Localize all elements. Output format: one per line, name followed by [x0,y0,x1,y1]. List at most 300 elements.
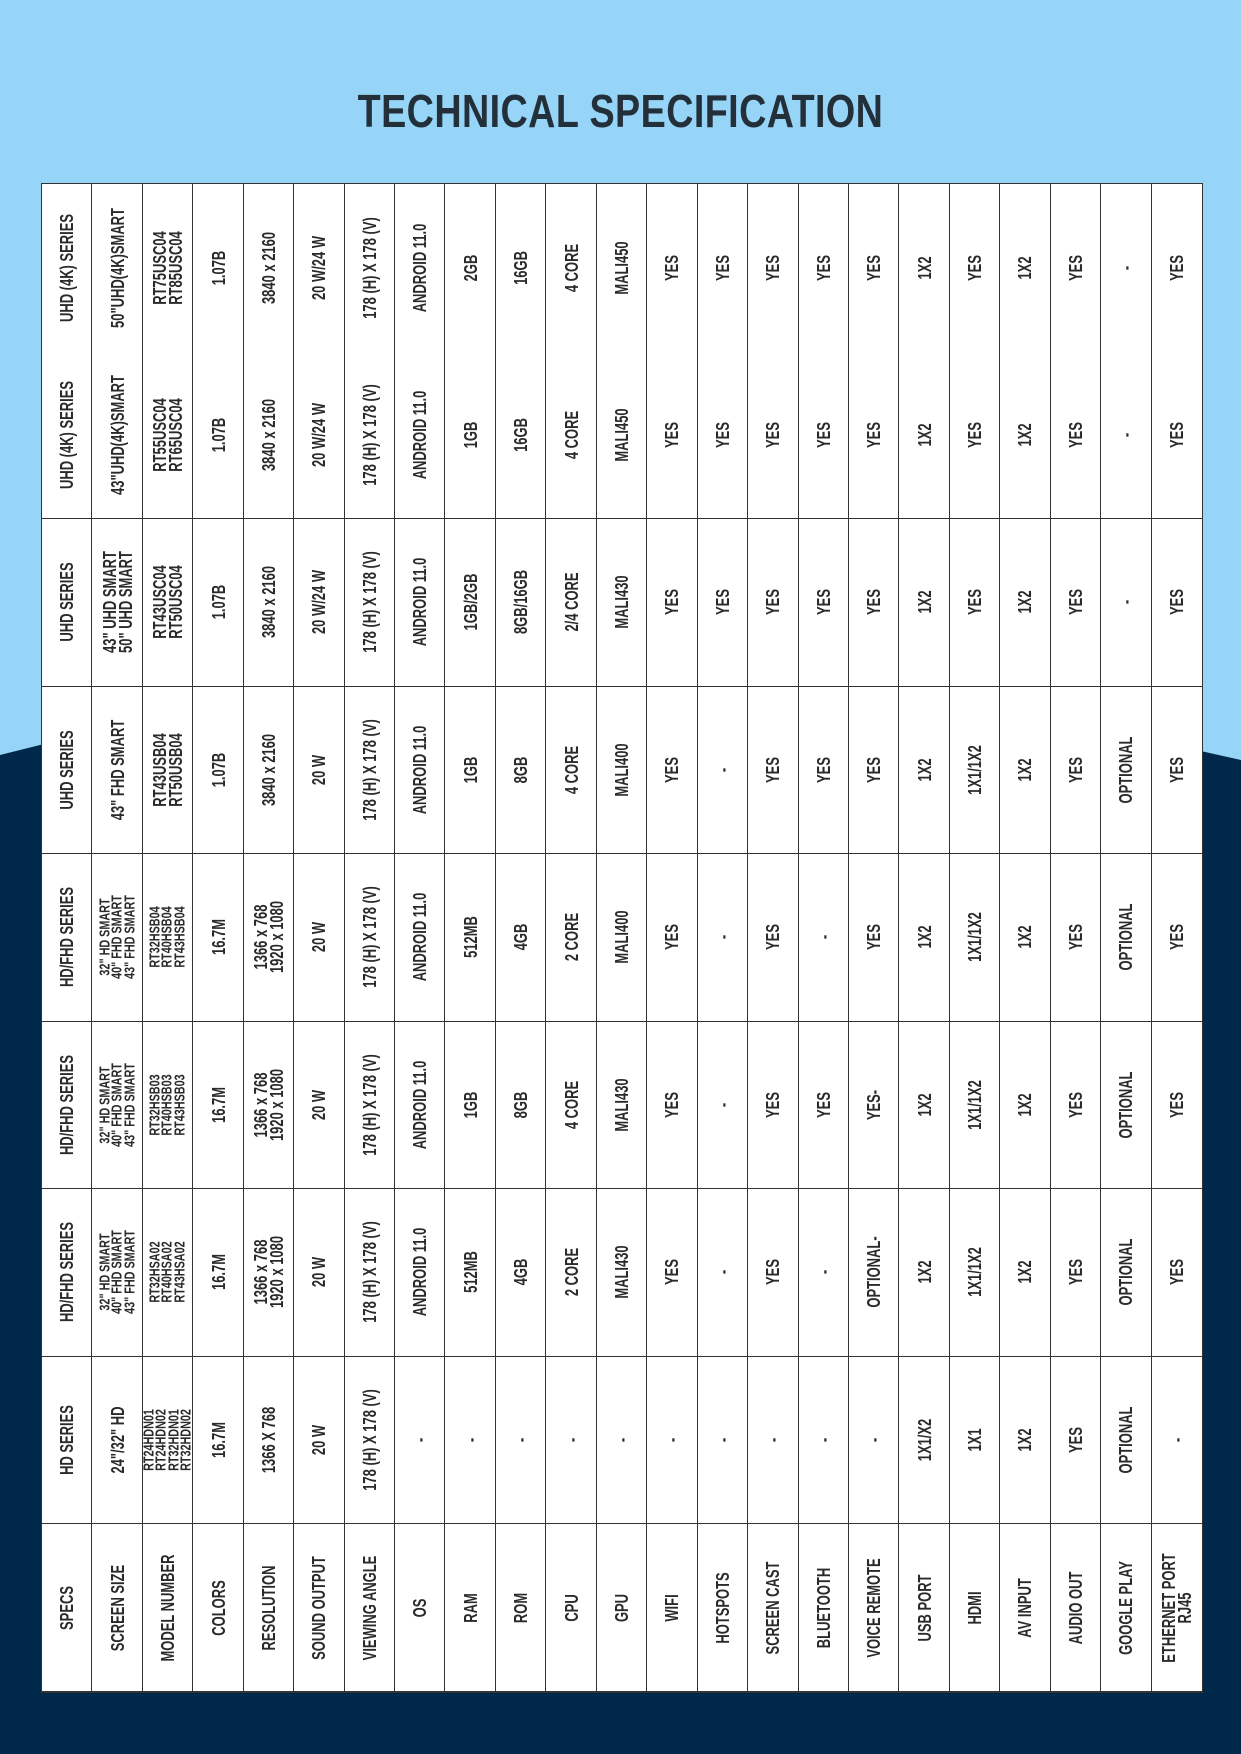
spec-value-cell [345,854,395,1022]
spec-label-cell [799,1524,849,1692]
spec-value-cell [1051,1189,1101,1357]
spec-value-cell [546,519,596,687]
cell-text: RT32HSA02 RT40HSA02 RT43HSA02 [146,1241,189,1303]
cell-text: 178 (H) X 178 (V) [359,216,380,319]
spec-value-cell [698,1357,748,1525]
spec-value-cell [1152,184,1202,352]
table-row [244,184,294,1692]
spec-value-cell [1051,1357,1101,1525]
spec-value-cell [395,352,445,520]
spec-value-cell [597,184,647,352]
table-row [597,184,647,1692]
spec-value-cell [799,184,849,352]
spec-value-cell [193,1357,243,1525]
cell-text: YES [763,254,784,281]
spec-value-cell [1101,352,1151,520]
cell-text: RESOLUTION [258,1565,279,1650]
cell-text: YES [813,421,834,448]
spec-value-cell [546,854,596,1022]
cell-text: YES [662,589,683,616]
cell-text: - [1116,600,1137,605]
spec-label-cell [849,1524,899,1692]
spec-value-cell [698,184,748,352]
spec-value-cell [647,184,697,352]
table-row [849,184,899,1692]
cell-text: 1X2 [1015,925,1036,949]
cell-text: YES [763,589,784,616]
spec-value-cell [244,184,294,352]
table-row [193,184,243,1692]
cell-text: UHD SERIES [57,562,78,642]
cell-text: 2GB [460,254,481,282]
cell-text: YES [964,589,985,616]
spec-value-cell [950,184,1000,352]
cell-text: 4 CORE [561,243,582,292]
spec-value-cell [244,854,294,1022]
spec-value-cell [1000,1189,1050,1357]
spec-value-cell [950,1189,1000,1357]
spec-value-cell [799,1357,849,1525]
cell-text: HD/FHD SERIES [57,1222,78,1323]
spec-value-cell [597,352,647,520]
cell-text: YES [1065,1091,1086,1118]
spec-label-cell [445,1524,495,1692]
cell-text: 1X2 [1015,1428,1036,1452]
spec-value-cell [244,1189,294,1357]
cell-text: 20 W [309,1089,330,1120]
spec-value-cell [849,687,899,855]
cell-text: YES [1065,589,1086,616]
cell-text: 16.7M [208,919,229,956]
cell-text: YES [813,589,834,616]
spec-value-cell [92,519,142,687]
table-row [1152,184,1202,1692]
cell-text: - [712,767,733,772]
spec-value-cell [698,687,748,855]
cell-text: 1GB/2GB [460,573,481,631]
cell-text: YES [763,924,784,951]
series-header-cell [42,519,92,687]
cell-text: YES [662,924,683,951]
cell-text: 20 W [309,1257,330,1288]
spec-value-cell [193,1022,243,1190]
cell-text: 1X1/1X2 [964,744,985,795]
cell-text: 16.7M [208,1254,229,1291]
spec-value-cell [244,687,294,855]
spec-value-cell [140,1357,195,1525]
spec-value-cell [748,519,798,687]
spec-label-cell [395,1524,445,1692]
cell-text: YES [712,589,733,616]
cell-text: - [712,935,733,940]
cell-text: AUDIO OUT [1065,1571,1086,1644]
spec-value-cell [849,352,899,520]
cell-text: YES [1065,1426,1086,1453]
spec-value-cell [143,1189,193,1357]
spec-value-cell [1000,352,1050,520]
cell-text: YES [864,254,885,281]
spec-value-cell [496,687,546,855]
spec-label-cell [1051,1524,1101,1692]
spec-value-cell [799,687,849,855]
spec-value-cell [546,1022,596,1190]
cell-text: WIFI [662,1593,683,1622]
cell-text: YES [763,1259,784,1286]
cell-text: OPTIONAL- [864,1236,885,1308]
cell-text: YES [864,421,885,448]
spec-label-cell [143,1524,193,1692]
spec-value-cell [92,1189,142,1357]
cell-text: 2/4 CORE [561,572,582,632]
cell-text: 1X2 [1015,590,1036,614]
spec-value-cell [647,854,697,1022]
spec-value-cell [345,687,395,855]
spec-value-cell [849,854,899,1022]
cell-text: - [511,1437,532,1442]
spec-value-cell [546,1357,596,1525]
cell-text: 20 W/24 W [309,570,330,635]
cell-text: 178 (H) X 178 (V) [359,551,380,654]
cell-text: 20 W/24 W [309,235,330,300]
cell-text: YES [1166,254,1187,281]
spec-value-cell [445,352,495,520]
cell-text: SOUND OUTPUT [309,1555,330,1660]
cell-text: YES [1166,924,1187,951]
cell-text: 20 W [309,754,330,785]
spec-value-cell [143,1022,193,1190]
cell-text: - [813,935,834,940]
cell-text: MALI430 [611,1245,632,1299]
cell-text: 1X2 [914,256,935,280]
spec-label-cell [496,1524,546,1692]
cell-text: HDMI [964,1590,985,1625]
cell-text: RAM [460,1592,481,1623]
spec-value-cell [496,519,546,687]
cell-text: 1366 x 768 1920 x 1080 [250,1068,287,1141]
spec-value-cell [597,854,647,1022]
spec-value-cell [143,519,193,687]
spec-value-cell [445,184,495,352]
table-row [748,184,798,1692]
table-row [899,184,949,1692]
spec-value-cell [698,854,748,1022]
cell-text: 1.07B [208,584,229,620]
cell-text: 1GB [460,421,481,449]
cell-text: 1.07B [208,250,229,286]
cell-text: HD/FHD SERIES [57,887,78,988]
cell-text: MALI450 [611,408,632,462]
spec-value-cell [748,1357,798,1525]
cell-text: HOTSPOTS [712,1571,733,1644]
spec-value-cell [1101,687,1151,855]
cell-text: GOOGLE PLAY [1116,1560,1137,1655]
spec-value-cell [647,519,697,687]
cell-text: AV INPUT [1015,1577,1036,1638]
spec-value-cell [1000,1022,1050,1190]
cell-text: YES [1065,756,1086,783]
cell-text: 1GB [460,1091,481,1119]
series-header-cell [42,1022,92,1190]
cell-text: ANDROID 11.0 [410,725,431,815]
cell-text: YES [1166,1091,1187,1118]
cell-text: - [712,1437,733,1442]
cell-text: RT43USB04 RT50USB04 [149,733,187,807]
spec-value-cell [1152,519,1202,687]
cell-text: YES [662,421,683,448]
cell-text: 43" FHD SMART [107,719,128,820]
spec-value-cell [1051,352,1101,520]
cell-text: HD SERIES [57,1404,78,1475]
cell-text: YES [763,756,784,783]
spec-label-cell [647,1524,697,1692]
page-title: TECHNICAL SPECIFICATION [357,85,884,137]
cell-text: UHD SERIES [57,730,78,810]
spec-value-cell [899,519,949,687]
spec-value-cell [1051,1022,1101,1190]
cell-text: 178 (H) X 178 (V) [359,383,380,486]
cell-text: YES [662,1091,683,1118]
spec-value-cell [345,519,395,687]
cell-text: YES [813,1091,834,1118]
spec-value-cell [143,687,193,855]
cell-text: SPECS [57,1585,78,1630]
cell-text: HD/FHD SERIES [57,1054,78,1155]
spec-value-cell [1101,519,1151,687]
cell-text: VIEWING ANGLE [359,1555,380,1660]
cell-text: 1X1/1X2 [964,1079,985,1130]
spec-value-cell [1152,352,1202,520]
spec-value-cell [395,1357,445,1525]
spec-value-cell [395,687,445,855]
cell-text: - [763,1437,784,1442]
spec-value-cell [899,687,949,855]
spec-value-cell [546,1189,596,1357]
spec-value-cell [92,687,142,855]
spec-value-cell [496,854,546,1022]
cell-text: 3840 x 2160 [258,733,279,806]
spec-value-cell [899,352,949,520]
cell-text: YES [1166,589,1187,616]
cell-text: OS [410,1598,431,1617]
spec-value-cell [395,519,445,687]
cell-text: 4GB [511,923,532,951]
table-row [698,184,748,1692]
cell-text: RT55USC04 RT65USC04 [149,398,187,472]
spec-value-cell [294,687,344,855]
cell-text: 1X2 [914,1093,935,1117]
cell-text: 1.07B [208,752,229,788]
table-row [496,184,546,1692]
spec-value-cell [748,352,798,520]
table-row [445,184,495,1692]
series-header-cell [42,352,92,520]
cell-text: 20 W [309,1424,330,1455]
cell-text: 4 CORE [561,745,582,794]
cell-text: 20 W [309,922,330,953]
spec-value-cell [294,352,344,520]
cell-text: 8GB [511,756,532,784]
cell-text: OPTIONAL [1116,1406,1137,1474]
cell-text: OPTIONAL [1116,1238,1137,1306]
cell-text: 178 (H) X 178 (V) [359,1221,380,1324]
spec-value-cell [445,519,495,687]
cell-text: 1366 x 768 1920 x 1080 [250,1236,287,1309]
cell-text: ANDROID 11.0 [410,557,431,647]
cell-text: YES [813,756,834,783]
cell-text: MALI430 [611,575,632,629]
cell-text: 1X2 [914,758,935,782]
spec-value-cell [698,1189,748,1357]
spec-value-cell [193,519,243,687]
cell-text: YES [662,1259,683,1286]
cell-text: COLORS [208,1579,229,1636]
spec-value-cell [294,1357,344,1525]
spec-value-cell [1152,1022,1202,1190]
series-header-cell [42,1189,92,1357]
table-row [799,184,849,1692]
cell-text: - [561,1437,582,1442]
spec-label-cell [1000,1524,1050,1692]
cell-text: 1X2 [1015,256,1036,280]
cell-text: RT75USC04 RT85USC04 [149,231,187,305]
cell-text: YES [1166,756,1187,783]
table-row [546,184,596,1692]
cell-text: 4 CORE [561,1080,582,1129]
cell-text: 1X1/1X2 [964,912,985,963]
spec-value-cell [345,352,395,520]
cell-text: UHD (4K) SERIES [57,380,78,489]
series-header-cell [42,184,92,352]
spec-value-cell [950,519,1000,687]
cell-text: YES [864,756,885,783]
cell-text: YES [712,421,733,448]
cell-text: 20 W/24 W [309,402,330,467]
table-row [140,184,195,1692]
spec-value-cell [1051,184,1101,352]
spec-value-cell [698,519,748,687]
spec-value-cell [748,184,798,352]
cell-text: MALI430 [611,1078,632,1132]
spec-value-cell [849,1357,899,1525]
cell-text: YES [1065,924,1086,951]
spec-value-cell [899,1357,949,1525]
spec-value-cell [799,854,849,1022]
cell-text: 24"/32" HD [107,1406,128,1474]
cell-text: 1366 X 768 [258,1406,279,1473]
spec-value-cell [1101,854,1151,1022]
cell-text: 2 CORE [561,1248,582,1297]
cell-text: - [813,1270,834,1275]
cell-text: 1X2 [1015,1093,1036,1117]
cell-text: 1X2 [914,590,935,614]
spec-value-cell [445,687,495,855]
cell-text: 1X2 [1015,758,1036,782]
cell-text: YES [1065,421,1086,448]
spec-value-cell [445,1022,495,1190]
cell-text: - [864,1437,885,1442]
spec-value-cell [345,1357,395,1525]
spec-value-cell [294,1189,344,1357]
spec-value-cell [1101,184,1151,352]
cell-text: YES- [864,1089,885,1120]
cell-text: 50"UHD(4K)SMART [107,207,128,328]
spec-label-cell [546,1524,596,1692]
table-row [1101,184,1151,1692]
spec-value-cell [748,687,798,855]
cell-text: RT43USC04 RT50USC04 [149,565,187,639]
cell-text: YES [813,254,834,281]
table-row [345,184,395,1692]
cell-text: ANDROID 11.0 [410,1227,431,1317]
spec-value-cell [647,687,697,855]
spec-value-cell [899,1022,949,1190]
spec-value-cell [546,687,596,855]
cell-text: UHD (4K) SERIES [57,213,78,322]
cell-text: 43" UHD SMART 50" UHD SMART [99,551,136,654]
spec-value-cell [849,519,899,687]
series-header-cell [42,687,92,855]
series-header-cell [42,1357,92,1525]
spec-value-cell [193,1189,243,1357]
spec-value-cell [395,1022,445,1190]
cell-text: 16GB [511,417,532,452]
cell-text: 512MB [460,916,481,959]
cell-text: RT32HSB03 RT40HSB03 RT43HSB03 [146,1074,189,1136]
spec-value-cell [193,352,243,520]
cell-text: OPTIONAL [1116,903,1137,971]
spec-value-cell [294,184,344,352]
spec-value-cell [748,854,798,1022]
spec-value-cell [1051,687,1101,855]
cell-text: 4 CORE [561,410,582,459]
spec-value-cell [294,519,344,687]
spec-value-cell [1152,1189,1202,1357]
spec-value-cell [647,1022,697,1190]
cell-text: 8GB [511,1091,532,1119]
spec-value-cell [244,1022,294,1190]
cell-text: - [1116,432,1137,437]
spec-value-cell [1152,1357,1202,1525]
spec-value-cell [244,519,294,687]
cell-text: MALI400 [611,743,632,797]
cell-text: 1X2 [1015,423,1036,447]
spec-value-cell [1051,854,1101,1022]
table-row [647,184,697,1692]
spec-value-cell [496,1022,546,1190]
cell-text: 1X2 [914,925,935,949]
spec-label-cell [244,1524,294,1692]
cell-text: 32" HD SMART 40" FHD SMART 43" FHD SMART [96,895,138,980]
spec-value-cell [143,854,193,1022]
spec-value-cell [950,854,1000,1022]
spec-value-cell [143,184,193,352]
cell-text: - [1166,1437,1187,1442]
table-row [395,184,445,1692]
cell-text: ETHERNET PORT RJ45 [1158,1552,1195,1663]
cell-text: - [410,1437,431,1442]
spec-label-cell [698,1524,748,1692]
spec-value-cell [597,1189,647,1357]
spec-value-cell [950,1357,1000,1525]
spec-value-cell [345,1022,395,1190]
spec-value-cell [143,352,193,520]
cell-text: YES [864,924,885,951]
cell-text: - [813,1437,834,1442]
cell-text: YES [662,254,683,281]
cell-text: YES [864,589,885,616]
header-label-cell [42,1524,92,1692]
cell-text: 1X1/1X2 [964,1247,985,1298]
